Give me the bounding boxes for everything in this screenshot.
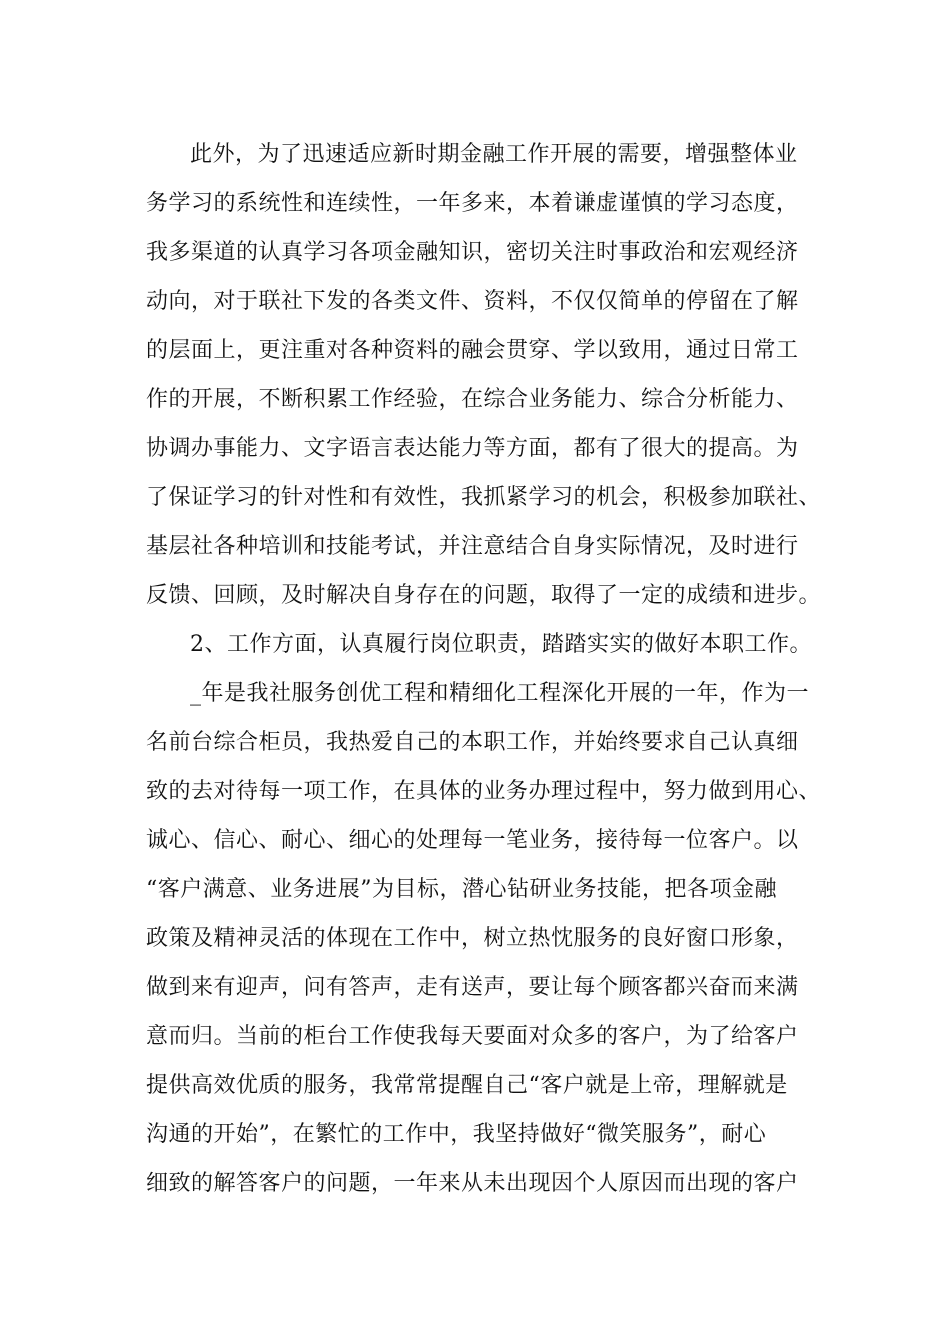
paragraph-line: 政策及精神灵活的体现在工作中，树立热忱服务的良好窗口形象， [146,926,799,951]
paragraph-line: 务学习的系统性和连续性，一年多来，本着谦虚谨慎的学习态度， [146,191,799,216]
paragraph-line: 了保证学习的针对性和有效性，我抓紧学习的机会，积极参加联社、 [146,485,822,510]
paragraph-line: 的层面上，更注重对各种资料的融会贯穿、学以致用，通过日常工 [146,338,799,363]
paragraph-line: 细致的解答客户的问题，一年来从未出现因个人原因而出现的客户 [146,1171,799,1196]
paragraph-line: 致的去对待每一项工作，在具体的业务办理过程中，努力做到用心、 [146,779,822,804]
paragraph-line: 沟通的开始”，在繁忙的工作中，我坚持做好“微笑服务”，耐心 [146,1122,767,1147]
paragraph-line: 此外，为了迅速适应新时期金融工作开展的需要，增强整体业 [190,142,798,167]
paragraph-line: 动向，对于联社下发的各类文件、资料，不仅仅简单的停留在了解 [146,289,799,314]
paragraph-line: 提供高效优质的服务，我常常提醒自己“客户就是上帝，理解就是 [146,1073,788,1098]
section-heading: 2、工作方面，认真履行岗位职责，踏踏实实的做好本职工作。 [190,632,812,657]
paragraph-line: 作的开展，不断积累工作经验，在综合业务能力、综合分析能力、 [146,387,799,412]
paragraph-line: 我多渠道的认真学习各项金融知识，密切关注时事政治和宏观经济 [146,240,799,265]
paragraph-line: 做到来有迎声，问有答声，走有送声，要让每个顾客都兴奋而来满 [146,975,799,1000]
paragraph-line: 意而归。当前的柜台工作使我每天要面对众多的客户，为了给客户 [146,1024,799,1049]
paragraph-line: 协调办事能力、文字语言表达能力等方面，都有了很大的提高。为 [146,436,799,461]
paragraph-line: “客户满意、业务进展”为目标，潜心钻研业务技能，把各项金融 [146,877,777,902]
paragraph-line: 诚心、信心、耐心、细心的处理每一笔业务，接待每一位客户。以 [146,828,799,853]
paragraph-line: 名前台综合柜员，我热爱自己的本职工作，并始终要求自己认真细 [146,730,799,755]
paragraph-line: _年是我社服务创优工程和精细化工程深化开展的一年，作为一 [190,681,810,706]
paragraph-line: 反馈、回顾，及时解决自身存在的问题，取得了一定的成绩和进步。 [146,583,822,608]
paragraph-line: 基层社各种培训和技能考试，并注意结合自身实际情况，及时进行 [146,534,799,559]
